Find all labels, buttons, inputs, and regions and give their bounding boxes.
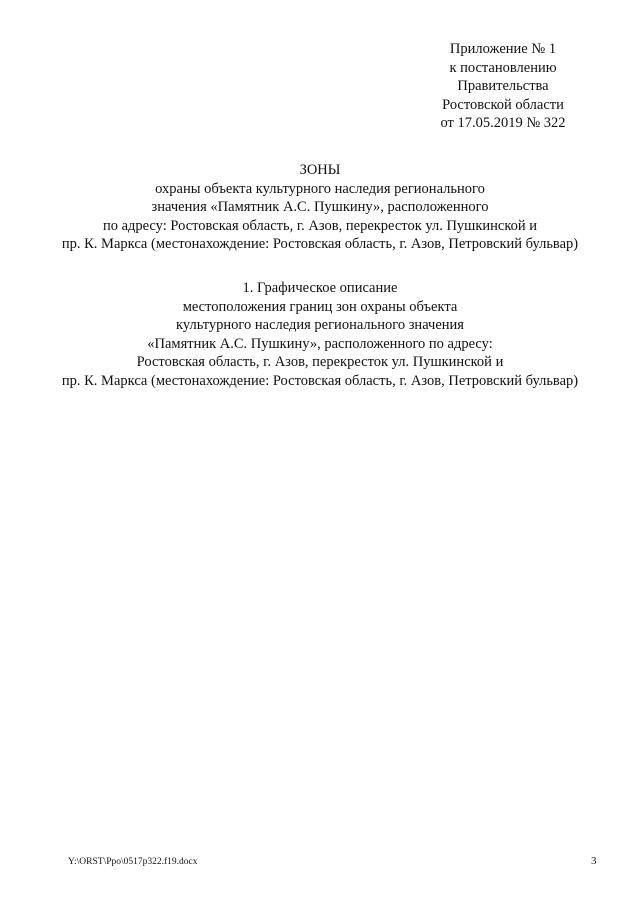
zones-title-block <box>40 161 600 254</box>
appendix-line: от 17.05.2019 № 322 <box>440 115 566 131</box>
appendix-line: Ростовской области <box>442 96 564 113</box>
appendix-line: Приложение № 1 <box>449 41 557 57</box>
zones-line: пр. К. Маркса (местонахождение: Ростовская область, г. Азов, Петровский бульвар) <box>61 236 579 252</box>
section-1-line: культурного наследия регионального значения <box>176 317 464 333</box>
appendix-line: Правительства <box>457 78 549 94</box>
footer-file-path: Y:\ORST\Ppo\0517p322.f19.docx <box>68 857 198 867</box>
section-1-line: «Памятник А.С. Пушкину», расположенного по адресу: <box>147 335 493 352</box>
page-number: 3 <box>591 855 597 867</box>
zones-line: охраны объекта культурного наследия регионального <box>155 180 485 197</box>
section-1-line: Ростовская область, г. Азов, перекресток ул. Пушкинской и <box>136 354 504 370</box>
zones-line: значения «Памятник А.С. Пушкину», расположенного <box>151 199 489 215</box>
section-1-line: пр. К. Маркса (местонахождение: Ростовская область, г. Азов, Петровский бульвар) <box>61 372 579 389</box>
appendix-line: к постановлению <box>449 59 557 76</box>
zones-heading: ЗОНЫ <box>299 162 341 178</box>
section-1-heading: 1. Графическое описание <box>242 280 398 296</box>
appendix-header <box>418 40 588 133</box>
section-1-block <box>40 279 600 390</box>
zones-line: по адресу: Ростовская область, г. Азов, перекресток ул. Пушкинской и <box>102 217 538 234</box>
section-1-line: местоположения границ зон охраны объекта <box>182 298 458 315</box>
